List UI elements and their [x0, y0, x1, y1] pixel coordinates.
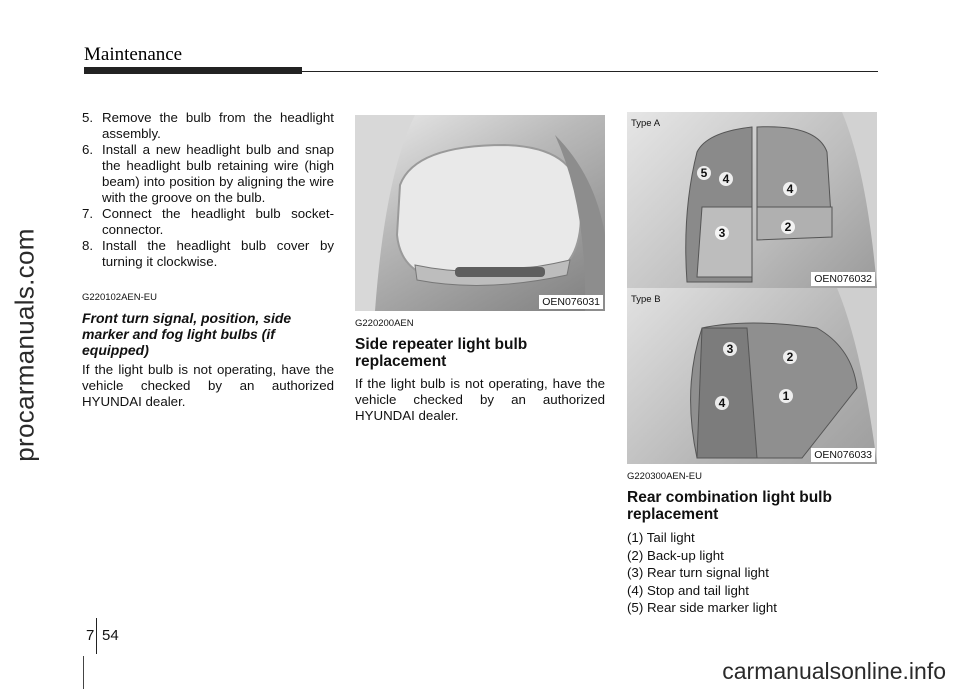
step-8 — [82, 238, 334, 270]
list-item: (2) Back-up light — [627, 547, 724, 563]
figure-caption: OEN076031 — [539, 295, 603, 309]
figure-caption: OEN076032 — [811, 272, 875, 286]
column-left — [82, 110, 334, 410]
step-text: Remove the bulb from the headlight assembly. — [102, 110, 334, 141]
watermark-bottom: carmanualsonline.info — [722, 658, 946, 684]
header-rule — [84, 71, 878, 72]
watermark-side — [10, 0, 40, 689]
section-code: G220300AEN-EU — [627, 471, 702, 482]
column-right — [627, 465, 877, 617]
step-text: Connect the headlight bulb socket-connector. — [102, 206, 334, 237]
crop-mark — [83, 656, 84, 689]
tail-light-illustration-b — [627, 288, 877, 464]
section-heading: Rear combination light bulb replacement — [627, 489, 832, 523]
figure-side-mirror — [355, 115, 605, 311]
watermark-side-text: procarmanuals.com — [9, 227, 40, 462]
callout-1: 1 — [779, 389, 793, 403]
list-item: (4) Stop and tail light — [627, 582, 749, 598]
step-number: 5. — [82, 110, 94, 125]
list-item: (5) Rear side marker light — [627, 600, 778, 615]
figure-caption: OEN076033 — [811, 448, 875, 462]
step-number: 6. — [82, 142, 94, 157]
page-number: 54 — [102, 627, 119, 644]
section-body: If the light bulb is not operating, have the vehicle checked by an authorized HYUNDAI dealer. — [355, 376, 605, 423]
figure-rear-light-type-a — [627, 112, 877, 288]
section-subhead: Front turn signal, position, side marker and fog light bulbs (if equipped) — [82, 310, 292, 358]
mirror-illustration — [355, 115, 605, 311]
step-text: Install a new headlight bulb and snap the headlight bulb retaining wire (high beam) into position by aligning the wire with the groove on the bulb. — [102, 142, 334, 205]
page-number-divider — [96, 618, 97, 654]
figure-type-label: Type B — [631, 294, 661, 305]
step-6 — [82, 142, 334, 206]
step-5 — [82, 110, 334, 142]
callout-4: 4 — [715, 396, 729, 410]
figure-rear-light-type-b — [627, 288, 877, 464]
callout-2: 2 — [783, 350, 797, 364]
tail-light-illustration-a — [627, 112, 877, 288]
step-number: 7. — [82, 206, 94, 221]
list-item: (1) Tail light — [627, 530, 695, 545]
step-7 — [82, 206, 334, 238]
section-code: G220200AEN — [355, 318, 414, 329]
callout-5: 5 — [697, 166, 711, 180]
section-body: If the light bulb is not operating, have the vehicle checked by an authorized HYUNDAI dealer. — [82, 362, 334, 409]
section-code: G220102AEN-EU — [82, 292, 157, 303]
list-item: (3) Rear turn signal light — [627, 565, 769, 580]
column-middle — [355, 310, 605, 424]
callout-2: 2 — [781, 220, 795, 234]
chapter-number: 7 — [86, 627, 95, 644]
section-title: Maintenance — [84, 44, 183, 65]
callout-3: 3 — [723, 342, 737, 356]
step-text: Install the headlight bulb cover by turning it clockwise. — [102, 238, 334, 269]
callout-4: 4 — [783, 182, 797, 196]
step-number: 8. — [82, 238, 94, 253]
figure-type-label: Type A — [631, 118, 661, 129]
callout-4: 4 — [719, 172, 733, 186]
section-heading: Side repeater light bulb replacement — [355, 336, 528, 370]
callout-3: 3 — [715, 226, 729, 240]
